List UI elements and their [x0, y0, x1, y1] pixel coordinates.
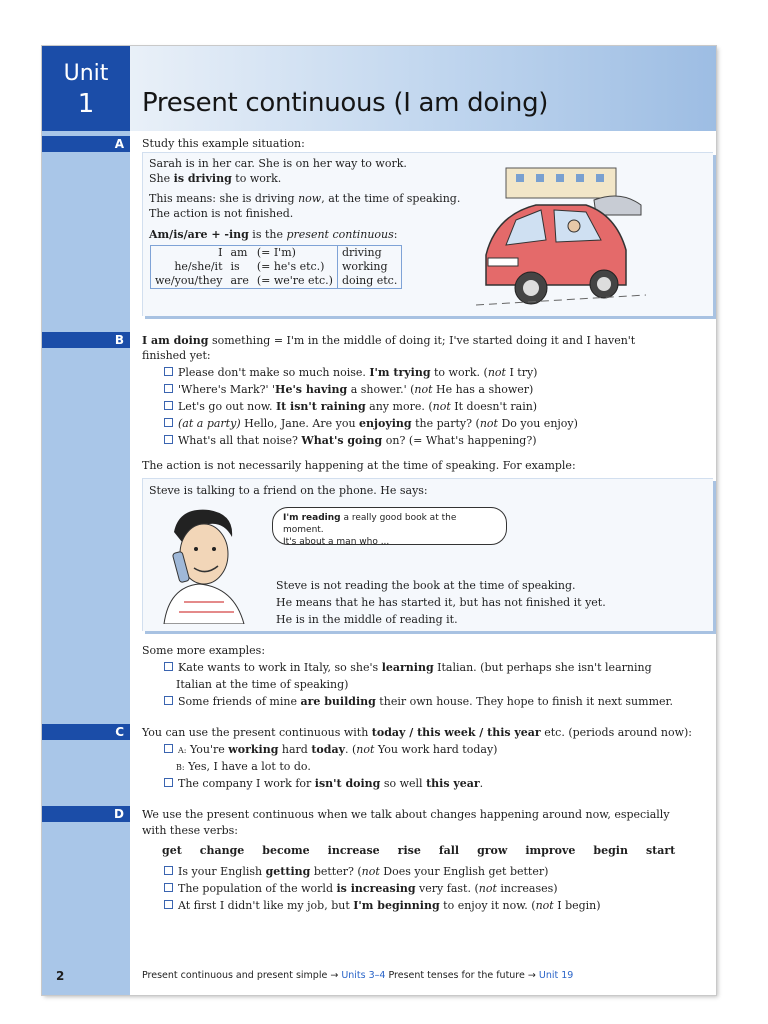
page-title: Present continuous (I am doing): [142, 88, 549, 118]
table-cell: driving: [341, 246, 382, 259]
verb-item: rise: [397, 844, 421, 857]
conjugation-table: [150, 245, 402, 289]
section-a-intro: Study this example situation:: [142, 137, 305, 150]
table-cell: (= we're etc.): [253, 274, 338, 289]
checkbox-bullet-icon: [164, 662, 173, 671]
section-d-marker: D: [42, 806, 130, 822]
unit-label: Unit: [63, 61, 109, 86]
table-cell: is: [230, 260, 240, 273]
table-cell: are: [230, 274, 249, 287]
checkbox-bullet-icon: [164, 778, 173, 787]
more-examples-label: Some more examples:: [142, 644, 266, 657]
section-a-marker: A: [42, 136, 130, 152]
list-item: 'Where's Mark?' 'He's having a shower.' (not He has a shower): [164, 383, 533, 396]
table-cell: (= he's etc.): [253, 260, 338, 274]
steve-line-3: He is in the middle of reading it.: [276, 613, 458, 626]
d-para-2: with these verbs:: [142, 824, 238, 837]
table-cell: (= I'm): [253, 246, 338, 261]
list-item: Is your English getting better? (not Does your English get better): [164, 865, 548, 878]
verb-item: become: [262, 844, 310, 857]
table-cell: working: [341, 260, 388, 273]
list-item-cont: Italian at the time of speaking): [176, 678, 349, 691]
c-para: You can use the present continuous with today / this week / this year etc. (periods around now):: [142, 726, 693, 739]
a-line-3: This means: she is driving now, at the time of speaking.: [149, 192, 461, 205]
table-cell: he/she/it: [174, 260, 223, 273]
textbook-page: [42, 46, 716, 995]
d-para-1: We use the present continuous when we talk about changes happening around now, especially: [142, 808, 670, 821]
steve-intro: Steve is talking to a friend on the phone. He says:: [149, 484, 428, 497]
steve-illustration: [154, 502, 254, 624]
footer-crossrefs: [142, 970, 573, 981]
unit-19-link[interactable]: Unit 19: [538, 970, 574, 981]
checkbox-bullet-icon: [164, 384, 173, 393]
table-cell: we/you/they: [155, 274, 223, 287]
checkbox-bullet-icon: [164, 401, 173, 410]
checkbox-bullet-icon: [164, 883, 173, 892]
steve-line-2: He means that he has started it, but has not finished it yet.: [276, 596, 606, 609]
list-item: Some friends of mine are building their own house. They hope to finish it next summer.: [164, 695, 673, 708]
unit-badge: [42, 46, 130, 131]
page-number: 2: [56, 969, 65, 983]
verb-item: increase: [327, 844, 380, 857]
unit-number: 1: [77, 89, 95, 119]
checkbox-bullet-icon: [164, 435, 173, 444]
table-row: [151, 274, 402, 289]
verb-item: get: [162, 844, 182, 857]
list-item: What's all that noise? What's going on? (= What's happening?): [164, 434, 537, 447]
verb-item: begin: [593, 844, 628, 857]
a-line-2: She is driving to work.: [149, 172, 282, 185]
verb-item: change: [199, 844, 245, 857]
steve-line-1: Steve is not reading the book at the time of speaking.: [276, 579, 576, 592]
verb-item: start: [645, 844, 676, 857]
checkbox-bullet-icon: [164, 866, 173, 875]
left-margin-band: [42, 46, 130, 995]
footer-text: Present continuous and present simple →: [142, 970, 342, 981]
checkbox-bullet-icon: [164, 744, 173, 753]
section-c-marker: C: [42, 724, 130, 740]
b-para-1: I am doing something = I'm in the middle of doing it; I've started doing it and I haven't: [142, 334, 636, 347]
b-para-1-cont: finished yet:: [142, 349, 211, 362]
footer-text: Present tenses for the future →: [385, 970, 539, 981]
list-item: The company I work for isn't doing so well this year.: [164, 777, 483, 790]
checkbox-bullet-icon: [164, 900, 173, 909]
verb-item: grow: [477, 844, 508, 857]
verb-item: fall: [438, 844, 460, 857]
verb-item: improve: [525, 844, 576, 857]
units-3-4-link[interactable]: Units 3–4: [341, 970, 386, 981]
list-item: Let's go out now. It isn't raining any more. (not It doesn't rain): [164, 400, 537, 413]
a-line-4: The action is not finished.: [149, 207, 294, 220]
checkbox-bullet-icon: [164, 418, 173, 427]
checkbox-bullet-icon: [164, 696, 173, 705]
section-b-marker: B: [42, 332, 130, 348]
car-illustration: [476, 160, 646, 310]
table-row: [151, 246, 402, 261]
list-item: B: Yes, I have a lot to do.: [176, 760, 311, 773]
a-line-5: Am/is/are + -ing is the present continuous:: [149, 228, 398, 241]
speech-bubble: I'm reading a really good book at the moment. It's about a man who ...: [272, 507, 507, 545]
table-row: [151, 260, 402, 274]
list-item: At first I didn't like my job, but I'm beginning to enjoy it now. (not I begin): [164, 899, 601, 912]
table-cell: I: [218, 246, 223, 259]
b-para-2: The action is not necessarily happening at the time of speaking. For example:: [142, 459, 576, 472]
table-cell: am: [230, 246, 248, 259]
table-cell: doing etc.: [341, 274, 398, 287]
checkbox-bullet-icon: [164, 367, 173, 376]
list-item: (at a party) Hello, Jane. Are you enjoying the party? (not Do you enjoy): [164, 417, 578, 430]
list-item: Please don't make so much noise. I'm trying to work. (not I try): [164, 366, 537, 379]
list-item: Kate wants to work in Italy, so she's learning Italian. (but perhaps she isn't learning: [164, 661, 652, 674]
list-item: A: You're working hard today. (not You work hard today): [164, 743, 497, 757]
list-item: The population of the world is increasing very fast. (not increases): [164, 882, 558, 895]
verb-list: [162, 844, 693, 857]
a-line-1: Sarah is in her car. She is on her way to work.: [149, 157, 407, 170]
